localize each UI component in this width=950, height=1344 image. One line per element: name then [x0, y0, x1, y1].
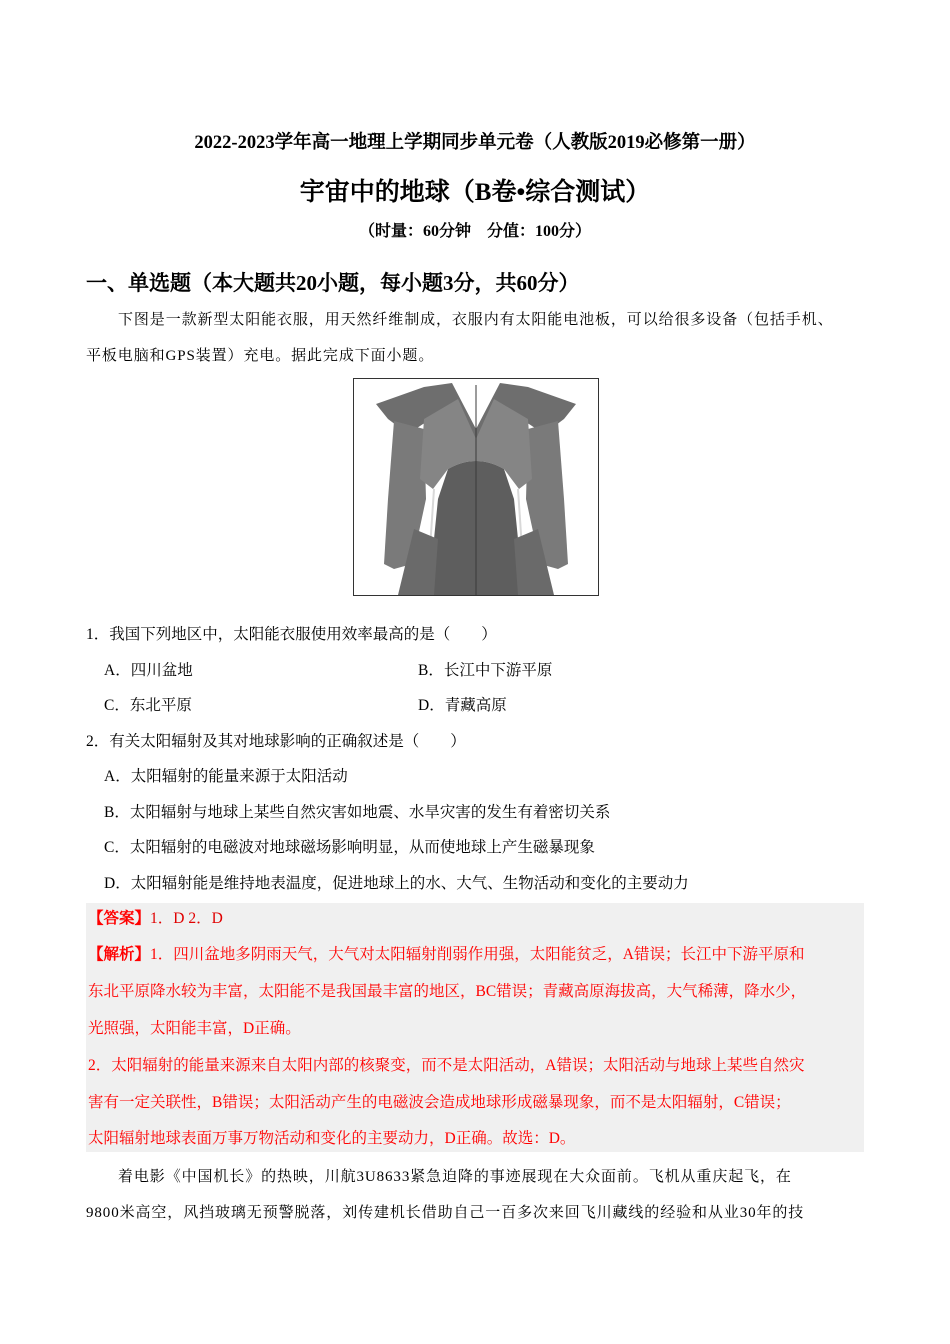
- answer-line: [88, 906, 223, 928]
- section-heading: 一、单选题（本大题共20小题，每小题3分，共60分）: [86, 271, 580, 295]
- question-1-option-c: C．东北平原: [104, 697, 192, 714]
- analysis-line-6: 太阳辐射地球表面万事万物活动和变化的主要动力，D正确。故选：D。: [88, 1130, 576, 1147]
- analysis-line-2: 东北平原降水较为丰富，太阳能不是我国最丰富的地区，BC错误；青藏高原海拔高，大气稀薄，降水少，: [88, 983, 807, 1000]
- question-2-option-a: A．太阳辐射的能量来源于太阳活动: [104, 768, 348, 785]
- question-1-option-b: B．长江中下游平原: [418, 662, 553, 679]
- intro-line-1-text: 下图是一款新型太阳能衣服，用天然纤维制成，衣服内有太阳能电池板，可以给很多设备（包括手机、: [118, 312, 834, 328]
- question-1-option-a: A．四川盆地: [104, 662, 193, 679]
- question-1-option-d: D．青藏高原: [418, 697, 507, 714]
- document-sub-title: 宇宙中的地球（B卷•综合测试）: [299, 179, 651, 206]
- answer-tag: 【答案】: [88, 910, 151, 927]
- analysis-line-4: 2．太阳辐射的能量来源来自太阳内部的核聚变，而不是太阳活动，A错误；太阳活动与地球上某些自然灾: [88, 1057, 805, 1074]
- next-passage-line-1: [86, 1159, 868, 1195]
- question-2-option-b: B．太阳辐射与地球上某些自然灾害如地震、水旱灾害的发生有着密切关系: [104, 804, 611, 821]
- next-passage: [86, 1159, 868, 1231]
- question-1-stem: 1．我国下列地区中，太阳能衣服使用效率最高的是（ ）: [86, 626, 497, 643]
- analysis-text-1: 1．四川盆地多阴雨天气，大气对太阳辐射削弱作用强，太阳能贫乏，A错误；长江中下游平原和: [150, 946, 805, 963]
- intro-line-2: 平板电脑和GPS装置）充电。据此完成下面小题。: [86, 348, 435, 364]
- intro-line-1: [86, 302, 868, 338]
- analysis-line-3: 光照强，太阳能丰富，D正确。: [88, 1020, 301, 1037]
- exam-time-score: （时量：60分钟 分值：100分）: [358, 223, 591, 240]
- question-2-stem: 2．有关太阳辐射及其对地球影响的正确叙述是（ ）: [86, 733, 466, 750]
- solar-jacket-figure: [353, 378, 599, 596]
- next-passage-line-1-text: 着电影《中国机长》的热映，川航3U8633紧急迫降的事迹展现在大众面前。飞机从重庆起飞，在: [118, 1169, 792, 1185]
- question-2-option-c: C．太阳辐射的电磁波对地球磁场影响明显，从而使地球上产生磁暴现象: [104, 839, 595, 856]
- analysis-line-1: [88, 942, 804, 964]
- document-main-title: 2022-2023学年高一地理上学期同步单元卷（人教版2019必修第一册）: [194, 133, 756, 153]
- next-passage-line-2: 9800米高空，风挡玻璃无预警脱落，刘传建机长借助自己一百多次来回飞川藏线的经验和从业30年的技: [86, 1205, 805, 1221]
- answer-value: 1．D 2．D: [150, 910, 223, 927]
- analysis-tag: 【解析】: [88, 946, 151, 963]
- intro-paragraph: [86, 302, 868, 374]
- question-2-option-d: D．太阳辐射能是维持地表温度，促进地球上的水、大气、生物活动和变化的主要动力: [104, 875, 689, 892]
- jacket-image-icon: [354, 379, 598, 595]
- analysis-line-5: 害有一定关联性，B错误；太阳活动产生的电磁波会造成地球形成磁暴现象，而不是太阳辐射，C错误；: [88, 1094, 791, 1111]
